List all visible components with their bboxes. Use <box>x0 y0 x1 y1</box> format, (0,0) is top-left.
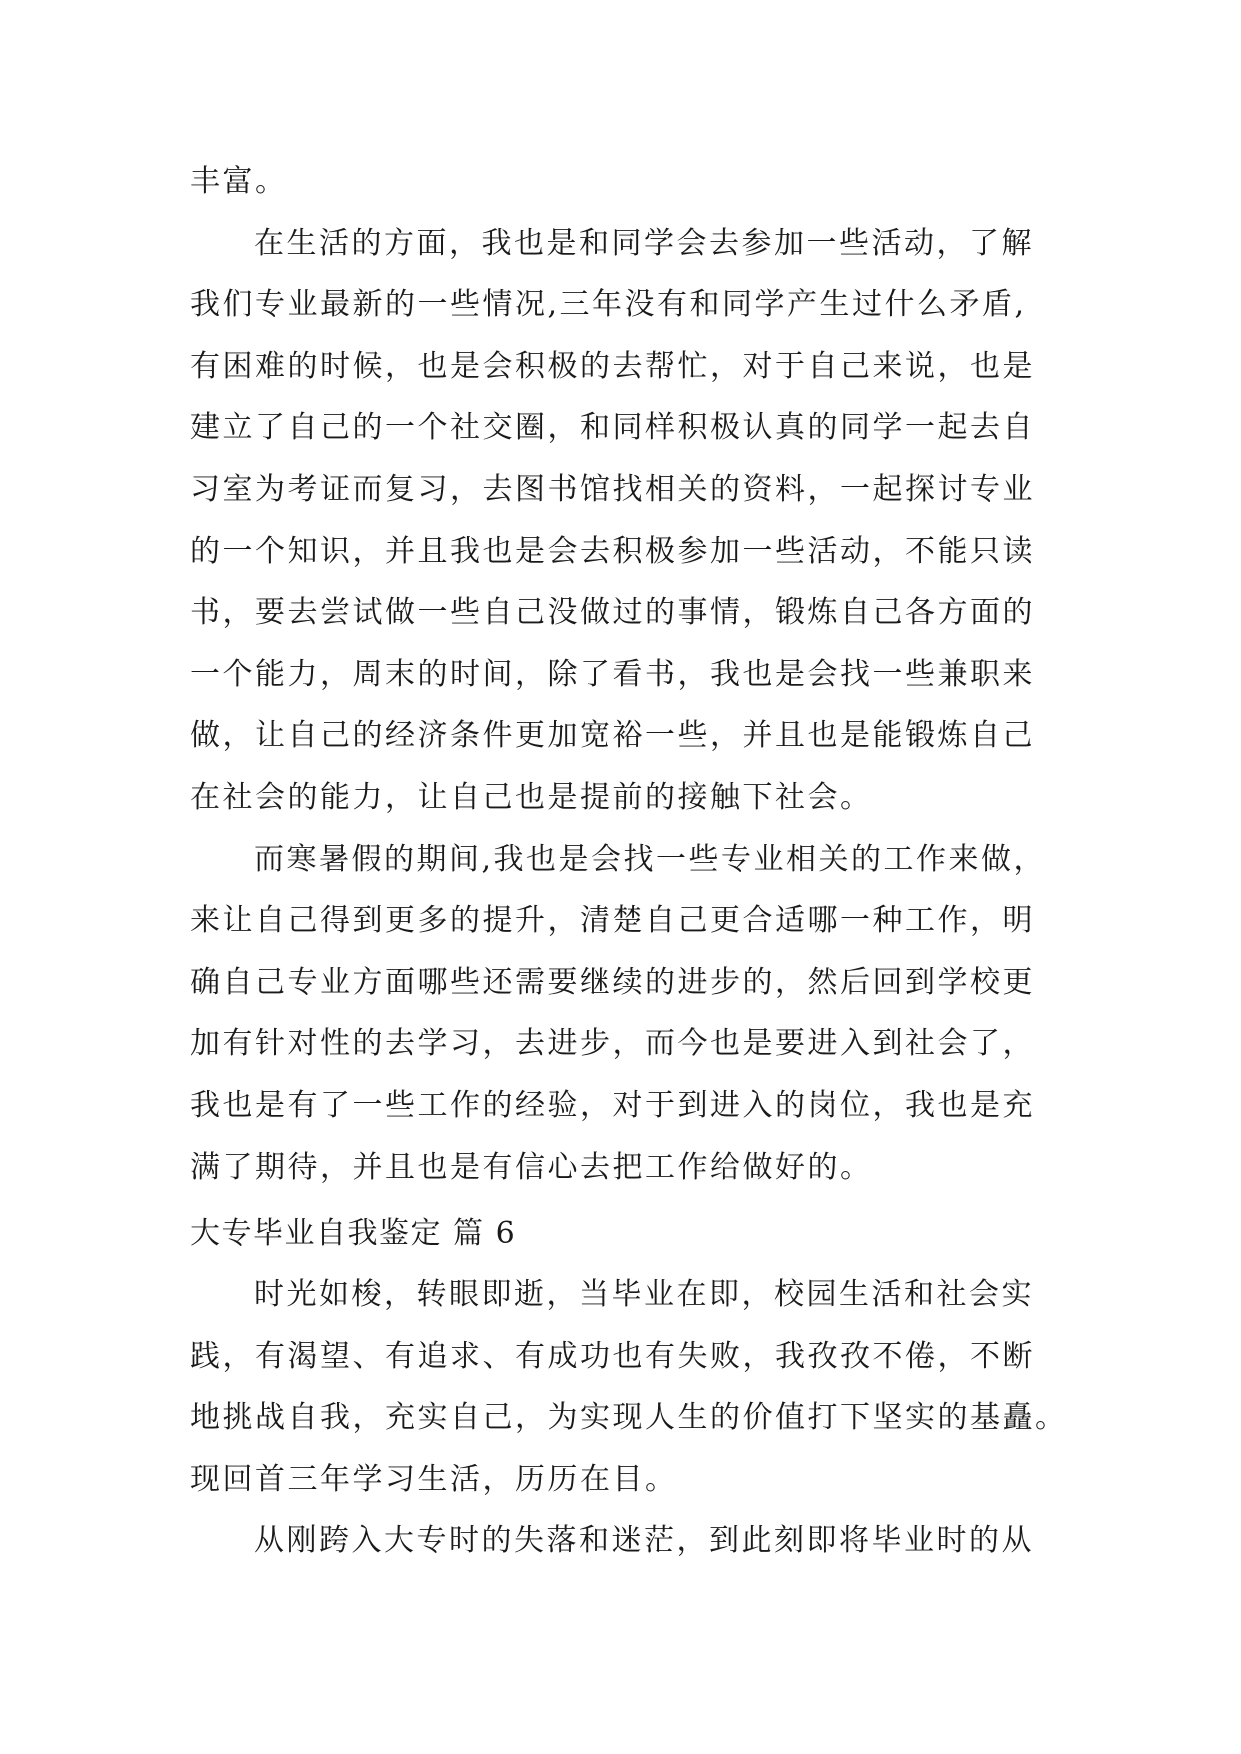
paragraph-line: 确自己专业方面哪些还需要继续的进步的，然后回到学校更 <box>190 964 1035 1000</box>
section-b-body <box>190 1264 1070 1572</box>
paragraph-line: 书，要去尝试做一些自己没做过的事情，锻炼自己各方面的 <box>190 595 1035 631</box>
paragraph-line: 满了期待，并且也是有信心去把工作给做好的。 <box>190 1149 873 1185</box>
paragraph-line: 习室为考证而复习，去图书馆找相关的资料，一起探讨专业 <box>190 471 1035 507</box>
paragraph-line: 一个能力，周末的时间，除了看书，我也是会找一些兼职来 <box>190 656 1035 692</box>
paragraph-line: 我们专业最新的一些情况,三年没有和同学产生过什么矛盾, <box>190 287 1027 323</box>
paragraph-line: 建立了自己的一个社交圈，和同样积极认真的同学一起去自 <box>190 410 1035 446</box>
paragraph-line: 丰富。 <box>190 164 288 199</box>
paragraph-line: 有困难的时候，也是会积极的去帮忙，对于自己来说，也是 <box>190 348 1035 384</box>
section-heading: 大专毕业自我鉴定 篇 6 <box>190 1216 517 1251</box>
paragraph-line: 地挑战自我，充实自己，为实现人生的价值打下坚实的基矗。 <box>190 1400 1068 1436</box>
paragraph-line: 在社会的能力，让自己也是提前的接触下社会。 <box>190 779 873 815</box>
paragraph-line: 的一个知识，并且我也是会去积极参加一些活动，不能只读 <box>190 533 1035 569</box>
paragraph-line: 来让自己得到更多的提升，清楚自己更合适哪一种工作，明 <box>190 903 1035 939</box>
paragraph-line: 现回首三年学习生活，历历在目。 <box>190 1461 678 1497</box>
section-a-body <box>190 151 1070 1198</box>
paragraph-line: 在生活的方面，我也是和同学会去参加一些活动，了解 <box>254 225 1034 261</box>
paragraph-line: 而寒暑假的期间,我也是会找一些专业相关的工作来做， <box>254 841 1047 877</box>
paragraph-line: 加有针对性的去学习，去进步，而今也是要进入到社会了， <box>190 1026 1035 1062</box>
paragraph-line: 我也是有了一些工作的经验，对于到进入的岗位，我也是充 <box>190 1087 1035 1123</box>
paragraph-line: 从刚跨入大专时的失落和迷茫，到此刻即将毕业时的从 <box>254 1523 1034 1559</box>
paragraph-line: 践，有渴望、有追求、有成功也有失败，我孜孜不倦，不断 <box>190 1338 1035 1374</box>
paragraph-line: 时光如梭，转眼即逝，当毕业在即，校园生活和社会实 <box>254 1277 1034 1312</box>
paragraph-line: 做，让自己的经济条件更加宽裕一些，并且也是能锻炼自己 <box>190 718 1035 754</box>
